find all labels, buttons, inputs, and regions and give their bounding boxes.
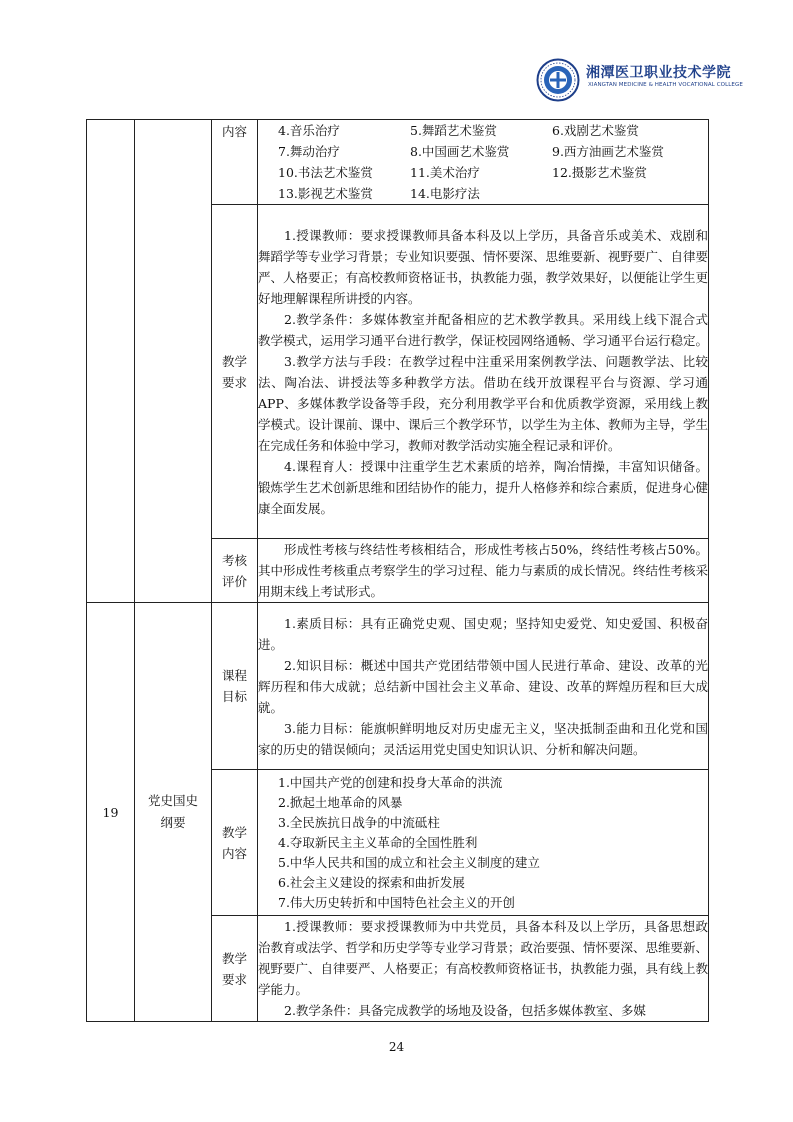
table-row	[87, 120, 709, 205]
course-name: 党史国史 纲要	[135, 603, 212, 1022]
college-seal-icon	[536, 58, 580, 102]
row-label: 课程 目标	[212, 603, 258, 770]
paragraph: 2.教学条件：多媒体教室并配备相应的艺术教学教具。采用线上线下混合式教学模式，运用学习通平台进行教学，保证校园网络通畅、学习通平台运行稳定。	[258, 311, 709, 348]
college-name-cn: 湘潭医卫职业技术学院	[586, 65, 731, 81]
content-cell	[258, 539, 709, 603]
paragraph: 4.课程育人：授课中注重学生艺术素质的培养，陶冶情操，丰富知识储备。锻炼学生艺术创新思维和团结协作的能力，提升人格修养和综合素质，促进身心健康全面发展。	[258, 458, 709, 516]
number-cell-empty	[87, 120, 135, 603]
row-label: 内容	[212, 120, 258, 205]
list-item: 10.书法艺术鉴赏 11.美术治疗 12.摄影艺术鉴赏	[278, 165, 647, 180]
paragraph: 形成性考核与终结性考核相结合，形成性考核占50%，终结性考核占50%。其中形成性考核重点考察学生的学习过程、能力与素质的成长情况。终结性考核采用期末线上考试形式。	[258, 542, 709, 599]
list-item: 5.中华人民共和国的成立和社会主义制度的建立	[278, 854, 540, 870]
row-label: 教学 内容	[212, 770, 258, 916]
list-item: 3.全民族抗日战争的中流砥柱	[278, 814, 440, 830]
list-item: 13.影视艺术鉴赏 14.电影疗法	[278, 186, 480, 201]
list-item: 4.音乐治疗 5.舞蹈艺术鉴赏 6.戏剧艺术鉴赏	[278, 123, 639, 138]
paragraph: 2.知识目标：概述中国共产党团结带领中国人民进行革命、建设、改革的光辉历程和伟大成就；总结新中国社会主义革命、建设、改革的辉煌历程和巨大成就。	[258, 657, 708, 715]
page-number: 24	[388, 1040, 405, 1054]
list-item: 6.社会主义建设的探索和曲折发展	[278, 874, 465, 890]
list-item: 7.舞动治疗 8.中国画艺术鉴赏 9.西方油画艺术鉴赏	[278, 144, 664, 159]
curriculum-table	[86, 119, 709, 1022]
paragraph: 3.教学方法与手段：在教学过程中注重采用案例教学法、问题教学法、比较法、陶冶法、讲授法等多种教学方法。借助在线开放课程平台与资源、学习通APP、多媒体教学设备等手段，充分利用教学平台和优质教学资源，采用线上教学模式。设计课前、课中、课后三个教学环节，以学生为主体、教师为主导，学生在完成任务和体验中学习，教师对教学活动实施全程记录和评价。	[258, 353, 709, 453]
paragraph: 3.能力目标：能旗帜鲜明地反对历史虚无主义，坚决抵制歪曲和丑化党和国家的历史的错误倾向；灵活运用党史国史知识认识、分析和解决问题。	[258, 720, 708, 757]
paragraph: 1.素质目标：具有正确党史观、国史观；坚持知史爱党、知史爱国、积极奋进。	[258, 615, 708, 652]
row-label: 教学 要求	[212, 205, 258, 539]
paragraph: 1.授课教师：要求授课教师为中共党员，具备本科及以上学历，具备思想政治教育或法学、哲学和历史学等专业学习背景；政治要强、情怀要深、思维要新、视野要广、自律要严、人格要正；有高校教师资格证书，执教能力强，具有线上教学能力。	[258, 919, 709, 997]
paragraph: 1.授课教师：要求授课教师具备本科及以上学历，具备音乐或美术、戏剧和舞蹈学等专业学习背景；专业知识要强、情怀要深、思维要新、视野要广、自律要严、人格要正；有高校教师资格证书，执教能力强，教学效果好，以便能让学生更好地理解课程所讲授的内容。	[258, 227, 709, 306]
list-item: 7.伟大历史转折和中国特色社会主义的开创	[278, 894, 515, 910]
college-name-en: XIANGTAN MEDICINE & HEALTH VOCATIONAL COLLEGE	[588, 82, 743, 88]
content-list-cell	[258, 770, 709, 916]
content-cell	[258, 205, 709, 539]
list-item: 2.掀起土地革命的风暴	[278, 794, 403, 810]
content-list-cell	[258, 120, 709, 205]
table-row	[87, 603, 709, 770]
college-logo	[536, 58, 786, 104]
course-name-cell-empty	[135, 120, 212, 603]
course-number: 19	[87, 603, 135, 1022]
list-item: 4.夺取新民主主义革命的全国性胜利	[278, 834, 478, 850]
paragraph: 2.教学条件：具备完成教学的场地及设备，包括多媒体教室、多媒	[284, 1003, 646, 1018]
list-item: 1.中国共产党的创建和投身大革命的洪流	[278, 774, 503, 790]
content-cell	[258, 603, 709, 770]
row-label: 教学 要求	[212, 916, 258, 1022]
row-label: 考核 评价	[212, 539, 258, 603]
content-cell	[258, 916, 709, 1022]
